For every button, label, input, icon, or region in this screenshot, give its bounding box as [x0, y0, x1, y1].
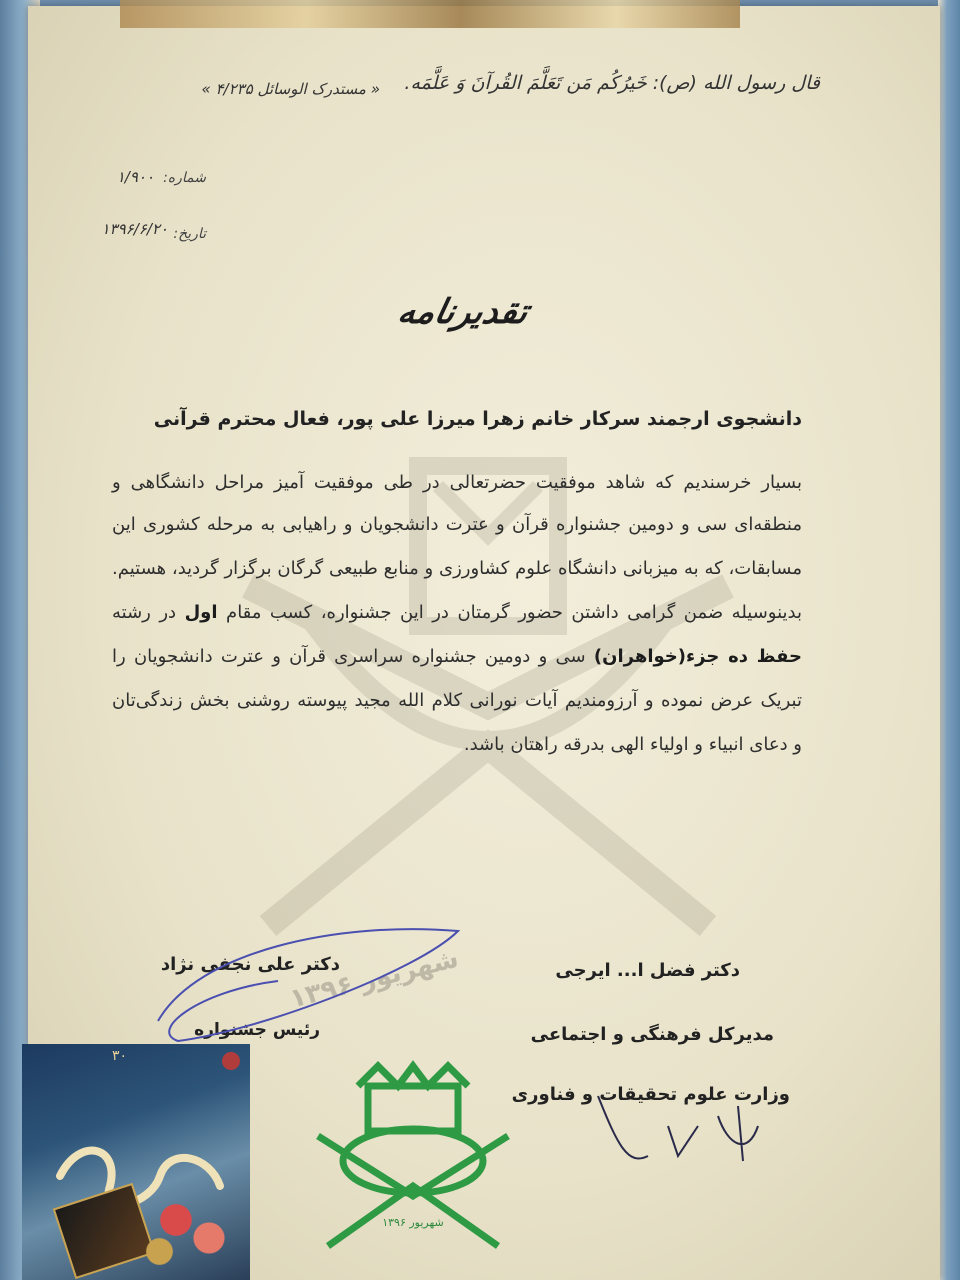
body-line-4 [112, 602, 802, 623]
body-line-2: منطقه‌ای سی و دومین جشنواره قرآن و عترت دانشجویان و راهیابی به مرحله کشوری این [112, 514, 802, 535]
university-emblem-stamp [298, 1046, 528, 1266]
top-ornament-border [120, 0, 740, 28]
emblem-date: شهریور ۱۳۹۶ [382, 1216, 444, 1229]
hadith-source: « مستدرک الوسائل ۴/۲۳۵ » [201, 80, 380, 98]
body-line-4-part-a: بدینوسیله ضمن گرامی داشتن حضور گرمتان در این جشنواره، کسب مقام [226, 602, 802, 623]
field-text: حفظ ده جزء(خواهران) [593, 646, 802, 667]
background-right-strip [938, 0, 960, 1280]
signatory-right-title-2: وزارت علوم تحقیقات و فناوری [511, 1084, 790, 1105]
addressee-line: دانشجوی ارجمند سرکار خانم زهرا میرزا علی پور، فعال محترم قرآنی [153, 408, 802, 430]
number-label: شماره: [163, 170, 206, 186]
signatory-left-name: دکتر علی نجفی نژاد [160, 954, 340, 975]
date-stamp: شهریور ۱۳۹۶ [286, 943, 462, 1015]
body-line-1: بسیار خرسندیم که شاهد موفقیت حضرتعالی در طی موفقیت آمیز مراحل دانشگاهی و [112, 472, 802, 493]
number-value: ۱/۹۰۰ [116, 168, 154, 186]
date-label: تاریخ: [173, 226, 206, 242]
body-line-3: مسابقات، که به میزبانی دانشگاه علوم کشاورزی و منابع طبیعی گرگان برگزار گردید، هستیم. [112, 558, 802, 579]
poster-number: ۳۰ [112, 1048, 128, 1064]
signatory-right-title-1: مدیرکل فرهنگی و اجتماعی [530, 1024, 774, 1045]
document-title: تقدیرنامه [394, 292, 532, 332]
emblem-icon [222, 1052, 240, 1070]
body-line-6: تبریک عرض نموده و آرزومندیم آیات نورانی کلام الله مجید پیوسته روشنی بخش زندگی‌تان [112, 690, 802, 711]
body-line-7: و دعای انبیاء و اولیاء الهی بدرقه راهتان باشد. [463, 734, 802, 755]
rank-text: اول [184, 602, 218, 623]
signature-right-scribble [588, 1086, 788, 1186]
body-line-4-part-b: در رشته [112, 602, 177, 623]
body-line-5 [112, 646, 802, 667]
date-value: ۱۳۹۶/۶/۲۰ [101, 220, 168, 238]
hadith-quote: قال رسول الله (ص): خَیرُکُم مَن تَعَلَّمَ القُرآنَ وَ عَلَّمَه. [404, 72, 820, 94]
flowers-decoration [132, 1184, 242, 1274]
signatory-right-name: دکتر فضل ا... ایرجی [555, 960, 740, 981]
festival-poster [22, 1044, 250, 1280]
body-line-5-part-b: سی و دومین جشنواره سراسری قرآن و عترت دانشجویان را [112, 646, 586, 667]
signatory-left-title: رئیس جشنواره [194, 1020, 320, 1040]
